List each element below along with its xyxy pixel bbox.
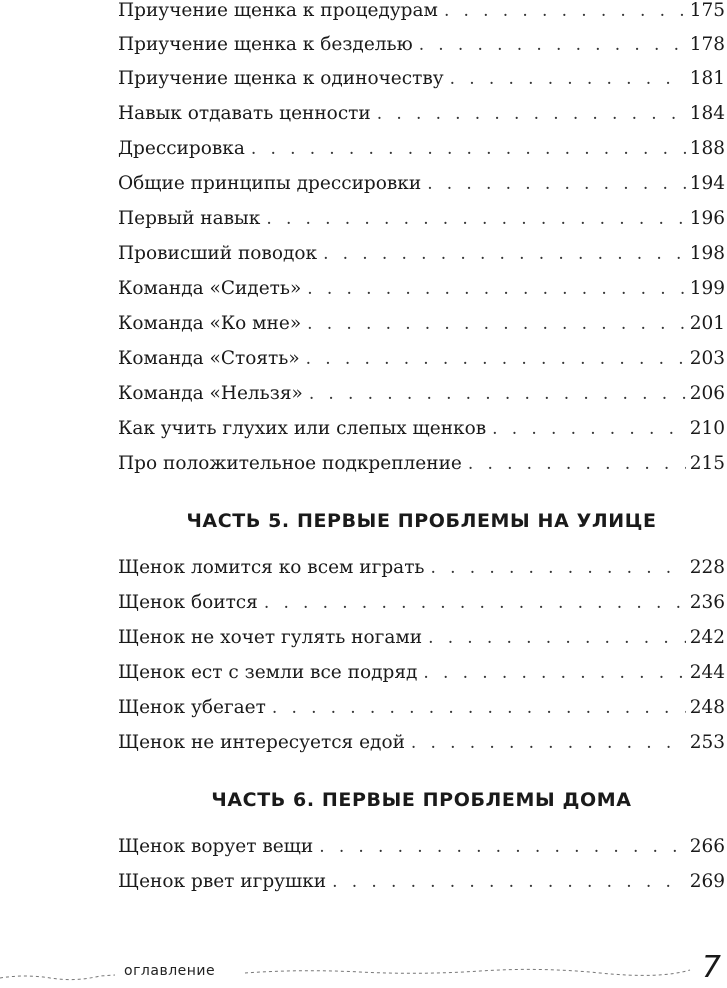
toc-entry-title: Дрессировка xyxy=(118,138,245,159)
toc-entry-page: 236 xyxy=(689,592,725,613)
toc-entry-title: Приучение щенка к процедурам xyxy=(118,0,438,21)
toc-entry xyxy=(118,728,725,758)
toc-leader-dots xyxy=(266,204,685,234)
toc-entry-page: 269 xyxy=(689,871,725,892)
toc-entry-title: Щенок ломится ко всем играть xyxy=(118,557,425,578)
toc-entry xyxy=(118,588,725,618)
page-number: 7 xyxy=(701,950,721,985)
toc-entry-page: 178 xyxy=(689,34,725,55)
toc-entry-page: 201 xyxy=(689,313,725,334)
toc-entry-page: 206 xyxy=(689,383,725,404)
toc-leader-dots xyxy=(411,728,686,758)
toc-entry xyxy=(118,344,725,374)
toc-leader-dots xyxy=(309,379,686,409)
toc-entry xyxy=(118,553,725,583)
toc-entry-title: Щенок не интересуется едой xyxy=(118,732,405,753)
toc-entry-title: Команда «Сидеть» xyxy=(118,278,302,299)
toc-entry-title: Про положительное подкрепление xyxy=(118,453,462,474)
toc-leader-dots xyxy=(492,414,686,444)
toc-entry-page: 248 xyxy=(689,697,725,718)
toc-entry-page: 175 xyxy=(689,0,725,21)
toc-entry-title: Первый навык xyxy=(118,208,261,229)
toc-leader-dots xyxy=(431,553,686,583)
toc-entry-page: 203 xyxy=(689,348,725,369)
toc-leader-dots xyxy=(427,169,686,199)
toc-entry-page: 181 xyxy=(689,68,725,89)
toc-leader-dots xyxy=(377,99,686,129)
toc-leader-dots xyxy=(307,274,685,304)
toc-leader-dots xyxy=(251,134,686,164)
toc-entry-title: Команда «Стоять» xyxy=(118,348,300,369)
toc-entry xyxy=(118,239,725,269)
footer-section-label: оглавление xyxy=(120,963,219,979)
toc-entry xyxy=(118,623,725,653)
toc-entry-title: Команда «Ко мне» xyxy=(118,313,302,334)
toc-entry xyxy=(118,169,725,199)
toc-entry-title: Общие принципы дрессировки xyxy=(118,173,422,194)
section-heading-part5: ЧАСТЬ 5. ПЕРВЫЕ ПРОБЛЕМЫ НА УЛИЦЕ xyxy=(186,510,657,532)
toc-entry-page: 188 xyxy=(689,138,725,159)
toc-entry-title: Провисший поводок xyxy=(118,243,318,264)
toc-entry xyxy=(118,134,725,164)
toc-entry xyxy=(118,30,725,60)
toc-leader-dots xyxy=(332,867,686,897)
decorative-wave-line xyxy=(0,956,727,988)
toc-leader-dots xyxy=(423,658,685,688)
toc-entry-title: Приучение щенка к безделью xyxy=(118,34,413,55)
toc-leader-dots xyxy=(419,30,686,60)
toc-entry-page: 215 xyxy=(689,453,725,474)
toc-entry-page: 242 xyxy=(689,627,725,648)
toc-entry-title: Щенок рвет игрушки xyxy=(118,871,327,892)
toc-entry-page: 244 xyxy=(689,662,725,683)
toc-leader-dots xyxy=(444,0,686,26)
toc-entry xyxy=(118,99,725,129)
toc-entry-title: Щенок не хочет гулять ногами xyxy=(118,627,423,648)
toc-entry-page: 194 xyxy=(689,173,725,194)
toc-entry xyxy=(118,414,725,444)
toc-entry-title: Приучение щенка к одиночеству xyxy=(118,68,444,89)
toc-leader-dots xyxy=(450,64,686,94)
toc-leader-dots xyxy=(319,832,685,862)
toc-leader-dots xyxy=(272,693,686,723)
toc-entry xyxy=(118,832,725,862)
toc-entry-page: 210 xyxy=(689,418,725,439)
toc-entry xyxy=(118,64,725,94)
toc-leader-dots xyxy=(306,344,686,374)
toc-entry-title: Щенок боится xyxy=(118,592,258,613)
toc-entry xyxy=(118,309,725,339)
toc-leader-dots xyxy=(264,588,686,618)
toc-entry xyxy=(118,0,725,26)
toc-entry-title: Щенок убегает xyxy=(118,697,266,718)
toc-entry-page: 253 xyxy=(689,732,725,753)
toc-entry-title: Навык отдавать ценности xyxy=(118,103,371,124)
section-heading-part6: ЧАСТЬ 6. ПЕРВЫЕ ПРОБЛЕМЫ ДОМА xyxy=(211,789,632,811)
toc-leader-dots xyxy=(307,309,686,339)
toc-leader-dots xyxy=(468,449,686,479)
toc-entry-page: 184 xyxy=(689,103,725,124)
toc-entry xyxy=(118,449,725,479)
toc-entry xyxy=(118,658,725,688)
page-footer xyxy=(0,950,727,988)
toc-entry-title: Щенок ест с земли все подряд xyxy=(118,662,418,683)
toc-entry-page: 266 xyxy=(689,836,725,857)
toc-entry-page: 198 xyxy=(689,243,725,264)
toc-entry-title: Команда «Нельзя» xyxy=(118,383,303,404)
toc-entry xyxy=(118,274,725,304)
toc-entry-title: Как учить глухих или слепых щенков xyxy=(118,418,487,439)
toc-entry xyxy=(118,693,725,723)
toc-leader-dots xyxy=(428,623,686,653)
toc-entry-page: 196 xyxy=(689,208,725,229)
toc-entry xyxy=(118,379,725,409)
toc-entry-page: 199 xyxy=(689,278,725,299)
toc-entry xyxy=(118,204,725,234)
toc-entry-title: Щенок ворует вещи xyxy=(118,836,314,857)
toc-entry xyxy=(118,867,725,897)
toc-leader-dots xyxy=(323,239,686,269)
toc-entry-page: 228 xyxy=(689,557,725,578)
